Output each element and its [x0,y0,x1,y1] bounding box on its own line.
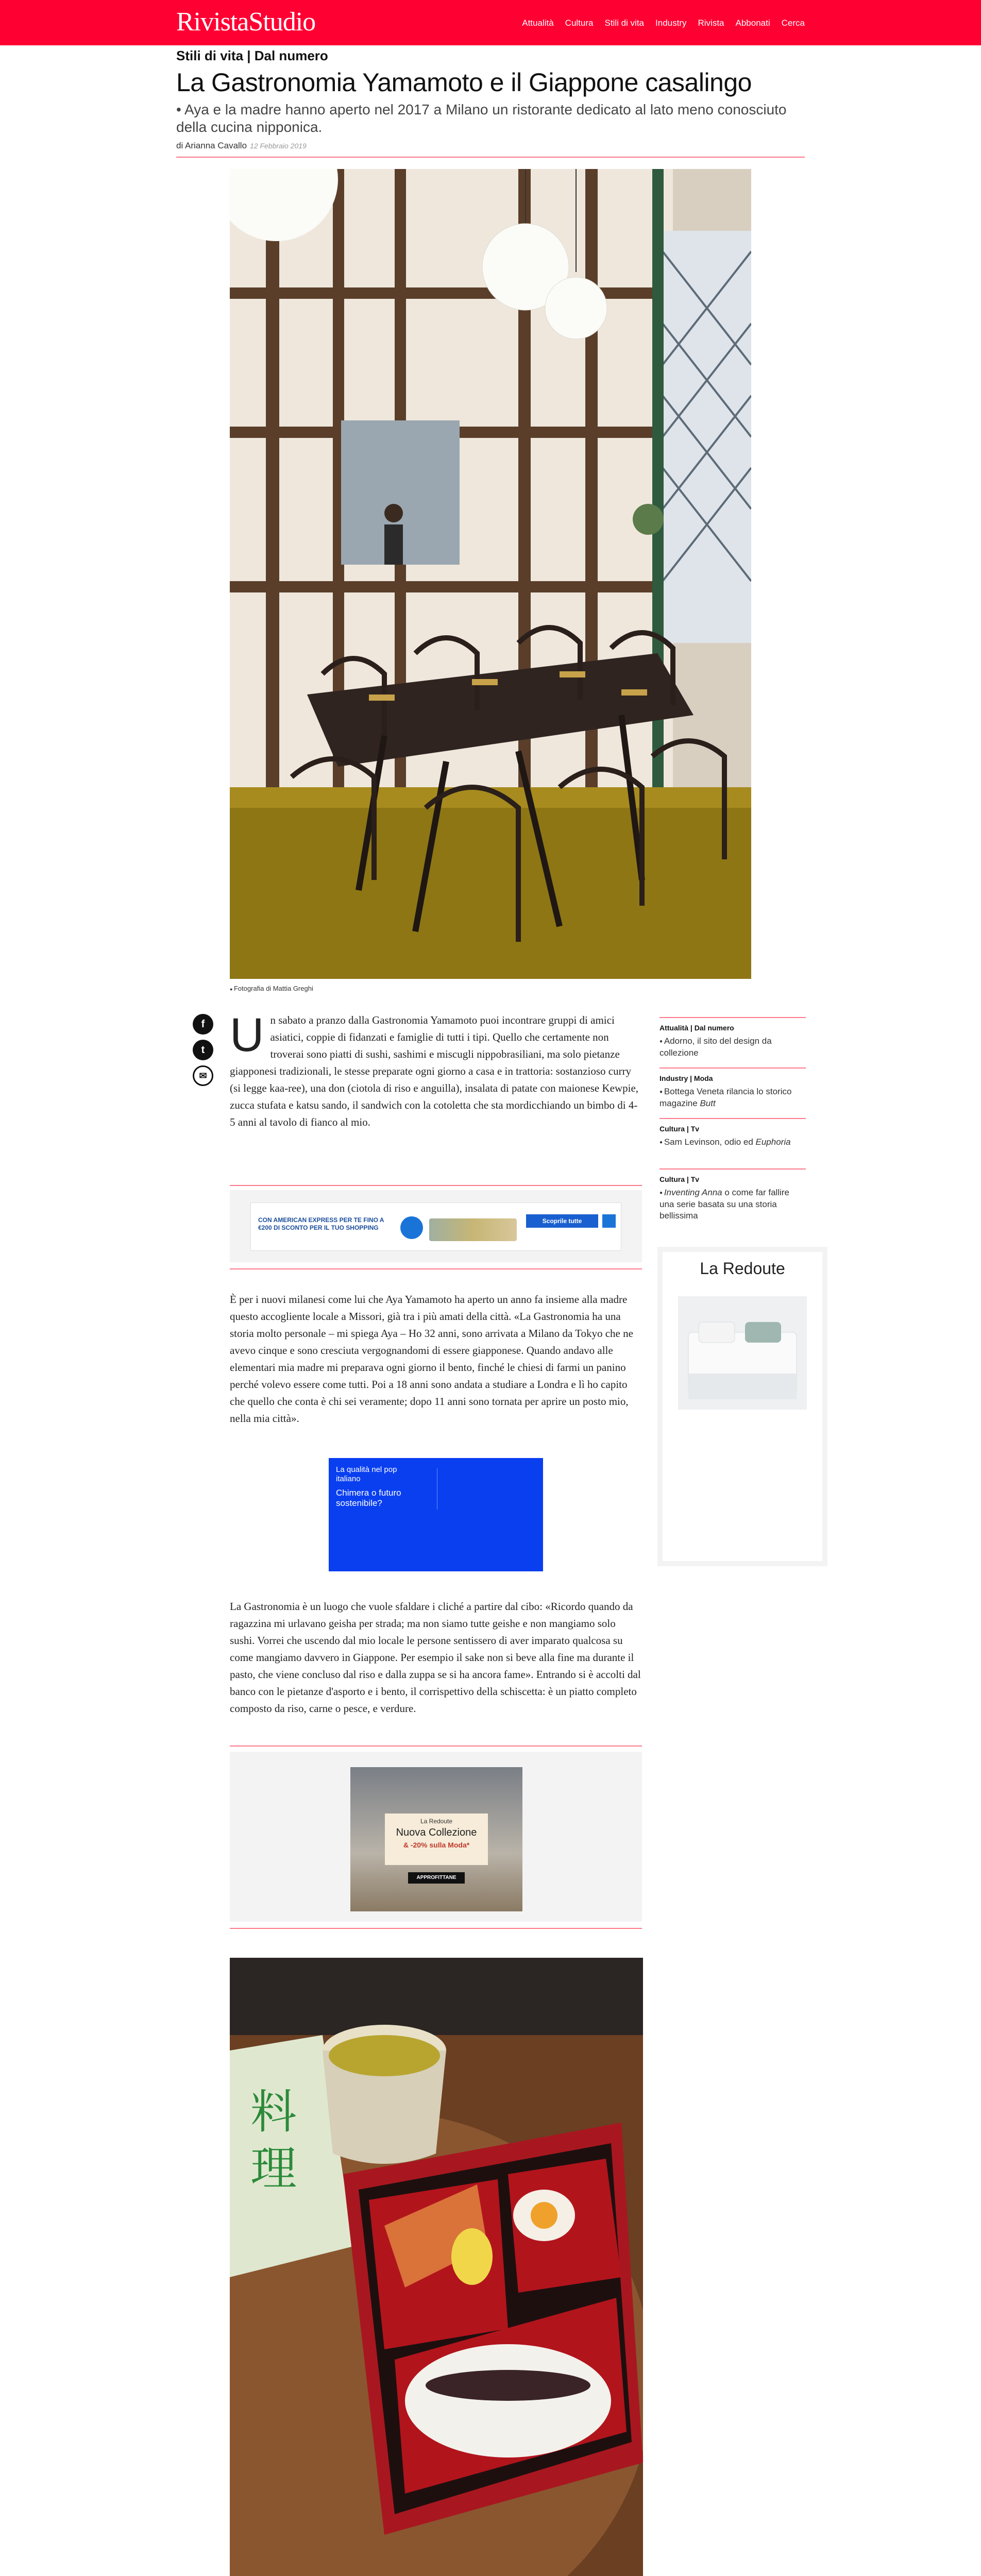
ad-banner-amex[interactable] [230,1190,642,1262]
paragraph-text: n sabato a pranzo dalla Gastronomia Yamamoto puoi incontrare gruppi di amici asiatici, coppie di fidanzati e famiglie di tutti i tipi. Quello che certamente non troverai sono piatti di sushi, sashimi e miscugli nippobrasiliani, ma solo pietanze giapponesi tradizionali, le stesse preparate ogni giorno a casa e in trattoria: sostanzioso curry (si legge kaa-ree), una don (ciotola di riso e anguilla), insalata di patate con maionese Kewpie, zucca stufata e katsu sando, il sandwich con la cotoletta che sta mordicchiando un bimbo di 4-5 anni al tavolo di fianco al mio. [230,1014,639,1128]
mail-share-button[interactable] [193,1065,213,1086]
collection-ad-brand: La Redoute [420,1818,453,1825]
author[interactable]: di Arianna Cavallo [176,141,247,150]
sidebar-item-link[interactable]: ● Inventing Anna o come far fallire una serie basata su una storia bellissima [659,1187,806,1222]
blue-ad-line1: La qualità nel pop italiano [336,1465,397,1483]
article-paragraph: La Gastronomia è un luogo che vuole sfaldare i cliché a partire dal cibo: «Ricordo quando da ragazzina mi urlavano geisha per strada; ma non siamo tutte geishe e non mangiamo solo sushi. Vorrei che uscendo dal mio locale le persone sentissero di aver imparato qualcosa su come mangiamo davvero in Giappone. Per esempio il sake non si beve alla fine ma durante il pasto, che viene concluso dal riso e dalla zuppa se si ha ancora fame». Entrando si è accolti dal banco con le pietanze d'asporto e i bento, il corrispettivo della schiscetta: è un piatto completo composto da riso, carne o pesce, e verdure. [230,1600,641,1715]
ad-blue-sponsored[interactable] [329,1458,543,1571]
twitter-share-button[interactable] [193,1040,213,1060]
collection-cta-button[interactable]: APPROFITTANE [408,1872,465,1884]
sidebar-item-tag: Attualità | Dal numero [659,1024,734,1032]
sidebar-divider [659,1118,806,1119]
sidebar-item-tag: Cultura | Tv [659,1125,700,1133]
sidebar-item-tag: Cultura | Tv [659,1175,700,1183]
article-kicker[interactable]: Stili di vita | Dal numero [176,48,328,63]
amex-ad[interactable] [250,1202,621,1251]
nav-item-abbonati[interactable]: Abbonati [735,18,770,28]
sidebar-item-tag: Industry | Moda [659,1074,713,1082]
nav-item-cerca[interactable]: Cerca [781,18,805,28]
facebook-share-button[interactable] [193,1014,213,1035]
divider [230,1928,642,1929]
site-logo[interactable]: RivistaStudio [176,7,316,37]
sidebar-ad[interactable] [657,1247,827,1566]
amex-ad-text: CON AMERICAN EXPRESS PER TE FINO A €200 DI SCONTO PER IL TUO SHOPPING [258,1216,384,1231]
svg-text:料: 料 [250,2085,297,2139]
divider [176,157,805,158]
divider [230,1185,642,1186]
article-subtitle: • Aya e la madre hanno aperto nel 2017 a Milano un ristorante dedicato al lato meno conosciuto della cucina nipponica. [176,101,787,135]
sidebar-item[interactable] [659,1175,806,1222]
collection-ad-offer: & -20% sulla Moda* [403,1841,470,1849]
blue-ad-divider [437,1468,499,1510]
facebook-icon: f [201,1019,205,1030]
blue-ad-line2: Chimera o futuro sostenibile? [336,1488,401,1508]
dropcap: U [230,1009,264,1061]
amex-cta-button[interactable]: Scoprile tutte [526,1214,598,1228]
svg-text:理: 理 [250,2142,297,2196]
divider [230,1745,642,1747]
sidebar-item[interactable] [659,1124,806,1148]
article-title: La Gastronomia Yamamoto e il Giappone casalingo [176,68,752,97]
nav-item-industry[interactable]: Industry [655,18,687,28]
sidebar-item-link[interactable]: ● Sam Levinson, odio ed Euphoria [659,1137,806,1148]
sidebar-divider [659,1067,806,1069]
article-paragraph [230,1009,642,1131]
article-paragraph: È per i nuovi milanesi come lui che Aya Yamamoto ha aperto un anno fa insieme alla madre questo accogliente locale a Missori, già tra i più amati della città. «La Gastronomia ha una storia molto personale – mi spiega Aya – Ho 32 anni, sono arrivata a Milano da Tokyo che ne avevo cinque e sono cresciuta vergognandomi di essere giapponese. Quando andavo alle elementari mia madre mi preparava ogni giorno il bento, finché le chiesi di farmi un panino perché volevo essere come tutti. Poi a 18 anni sono andata a studiare a Londra e lì ho capito che quello che conta è chi sei veramente; dopo 11 anni sono tornata per aprire un posto mio, nella mia città». [230,1293,633,1425]
nav-item-cultura[interactable]: Cultura [565,18,594,28]
byline [176,140,307,151]
collection-ad-card [385,1814,488,1865]
nav-item-attualita[interactable]: Attualità [522,18,554,28]
bento-photo [230,1958,643,2576]
laredoute-logo: La Redoute [700,1259,785,1278]
amex-logo-icon [602,1214,616,1228]
ad-banner-collection[interactable] [230,1752,642,1922]
cards-image [429,1218,517,1241]
main-nav [522,18,805,29]
bed-image [678,1296,807,1410]
nav-item-stili-di-vita[interactable]: Stili di vita [604,18,645,28]
collection-ad-title: Nuova Collezione [396,1827,477,1838]
sidebar-item-link[interactable]: ● Bottega Veneta rilancia lo storico magazine Butt [659,1086,806,1109]
ad-laredoute[interactable] [663,1252,822,1561]
collection-ad[interactable] [350,1767,522,1911]
sidebar-item[interactable] [659,1074,806,1109]
nav-item-rivista[interactable]: Rivista [698,18,724,28]
restaurant-interior-photo [230,169,751,979]
twitter-icon: t [201,1044,205,1056]
sidebar-item-link[interactable]: ● Adorno, il sito del design da collezione [659,1036,806,1059]
sidebar-divider [659,1017,806,1018]
photo-caption: ● Fotografia di Mattia Greghi [230,984,313,994]
sidebar-divider [659,1168,806,1170]
sidebar-item[interactable] [659,1023,806,1059]
publish-date: 12 Febbraio 2019 [250,142,307,150]
divider [230,1268,642,1269]
top-bar [0,0,981,45]
amex-icon [400,1216,423,1239]
mail-icon: ✉ [199,1071,207,1081]
